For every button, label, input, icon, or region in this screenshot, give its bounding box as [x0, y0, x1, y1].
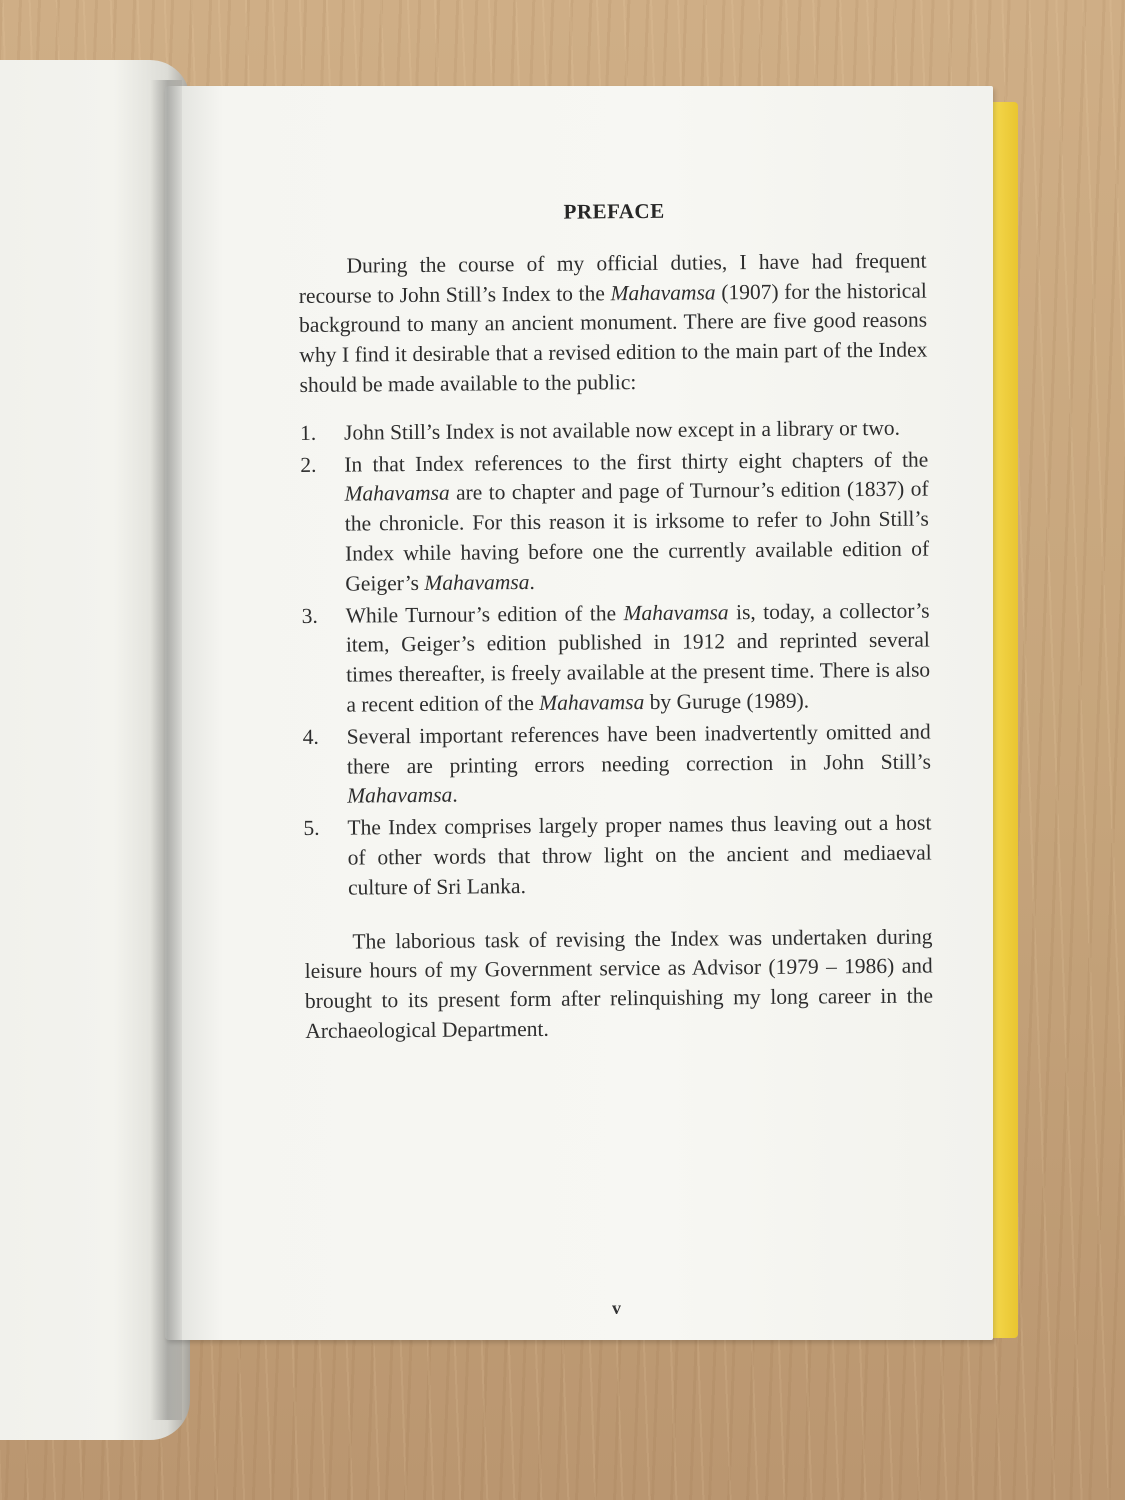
- list-item: [303, 717, 932, 812]
- page-number: v: [612, 1298, 621, 1318]
- list-item-number: 5.: [303, 815, 320, 841]
- list-item-number: 3.: [301, 603, 318, 628]
- closing-paragraph: The laborious task of revising the Index was undertaken during leisure hours of my Government service as Advisor (1979 – 1986) and brought to its present form after relinquishing my long career in the Archaeological Department.: [304, 924, 934, 1043]
- list-item-text: In that Index references to the first thirty eight chapters of the Mahavamsa are to chapter and page of Turnour’s edition (1837) of the chronicle. For this reason it is irksome to refer to John Still’s Index while having before one the currently available edition of Geiger’s Mahavamsa.: [344, 447, 930, 596]
- list-item: [302, 596, 931, 721]
- page-title: PREFACE: [563, 198, 665, 224]
- list-item-text: Several important references have been inadvertently omitted and there are printing errors needing correction in John Still’s Mahavamsa.: [346, 719, 932, 808]
- list-item: [300, 445, 929, 599]
- intro-paragraph: During the course of my official duties, I have had frequent recourse to John Still’s Index to the Mahavamsa (1907) for the historical background to many an ancient monument. There are five good reasons why I find it desirable that a revised edition to the main part of the Index should be made available to the public:: [298, 248, 928, 397]
- list-item-number: 4.: [302, 724, 319, 749]
- list-item-text: John Still’s Index is not available now except in a library or two.: [343, 415, 901, 445]
- list-item: [300, 413, 928, 448]
- list-item-number: 1.: [299, 420, 317, 445]
- list-item-text: While Turnour’s edition of the Mahavamsa is, today, a collector’s item, Geiger’s edition published in 1912 and reprinted several times thereafter, is freely available at the present time. There is also a recent edition of the Mahavamsa by Guruge (1989).: [345, 598, 931, 717]
- gutter-shadow: [150, 80, 182, 1420]
- list-item-text: The Index comprises largely proper names thus leaving out a host of other words that throw light on the ancient and mediaeval culture of Sri Lanka.: [347, 810, 932, 900]
- list-item: [303, 809, 932, 904]
- preface-text-block: [298, 195, 933, 1047]
- reasons-list: [300, 413, 932, 903]
- list-item-number: 2.: [300, 452, 317, 477]
